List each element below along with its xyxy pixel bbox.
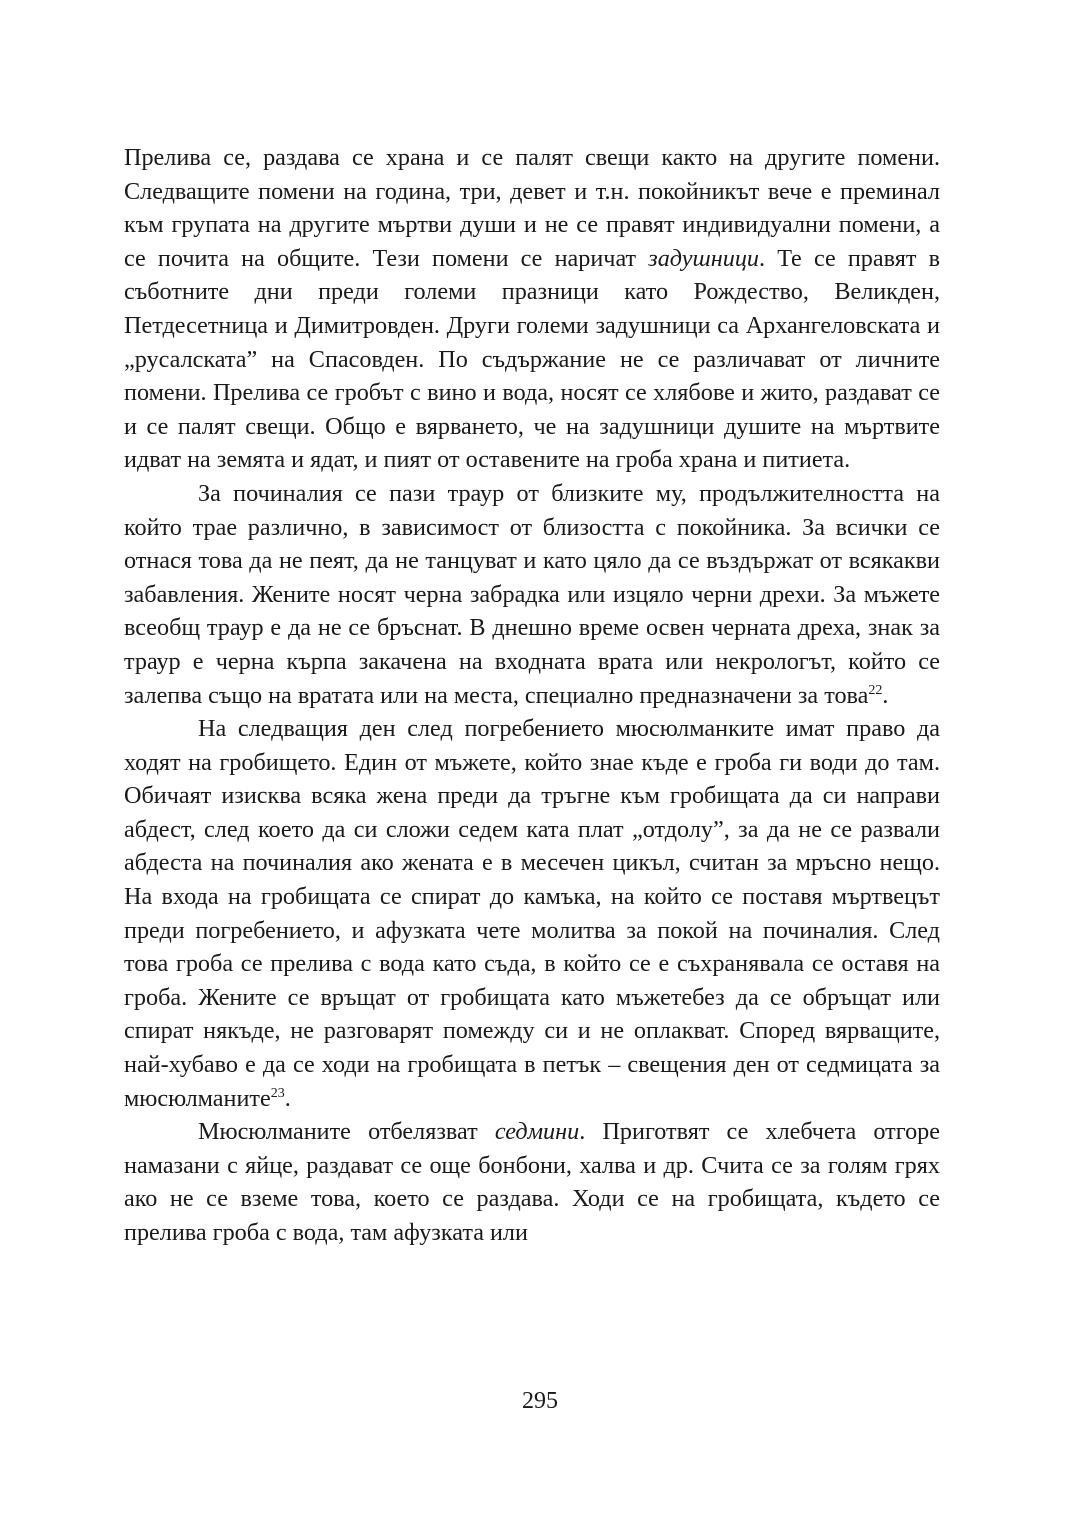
page-number: 295 xyxy=(522,1388,558,1414)
page-body xyxy=(124,141,940,1250)
paragraph-text: За починалия се пази траур от близките му, продължителността на който трае различно, в зависимост от близостта с покойника. За всички се отнася това да не пеят, да не танцуват и като цяло да се въздържат от всякакви забавления. Жените носят черна забрадка или изцяло черни дрехи. За мъжете всеобщ траур е да не се бръснат. В днешно време освен черната дреха, знак за траур е черна кърпа закачена на входната врата или некрологът, който се залепва също на вратата или на места, специално предназначени за това xyxy=(124,479,940,709)
italic-term: задушници xyxy=(648,244,760,272)
paragraph-text: . xyxy=(284,1084,291,1112)
footnote-ref: 22 xyxy=(868,682,883,698)
paragraph-text: Прелива се, раздава се храна и се палят свещи както на другите помени. Следващите помени на година, три, девет и т.н. покойникът вече е преминал към групата на другите мъртви души и не се правят индивидуални помени, а се почита на общите. Тези помени се наричат xyxy=(124,144,940,272)
paragraph-text: . Приготвят се хлебчета отгоре намазани с яйце, раздават се още бонбони, халва и др. Счита се за голям грях ако не се вземе това, което се раздава. Ходи се на гробищата, където се прелива гроба с вода, там афузката или xyxy=(124,1118,940,1246)
paragraph-text: . xyxy=(882,681,889,709)
paragraph-text: Мюсюлманите отбелязват xyxy=(198,1118,495,1146)
paragraph xyxy=(124,141,940,477)
paragraph-text: . Те се правят в съботните дни преди големи празници като Рождество, Великден, Петдесетница и Димитровден. Други големи задушници са Архангеловската и „русалската” на Спасовден. По съдържание не се различават от личните помени. Прелива се гробът с вино и вода, носят се хлябове и жито, раздават се и се палят свещи. Общо е вярването, че на задушници душите на мъртвите идват на земята и ядат, и пият от оставените на гроба храна и питиета. xyxy=(124,244,940,474)
paragraph-text: На следващия ден след погребението мюсюлманките имат право да ходят на гробището. Един от мъжете, който знае къде е гроба ги води до там. Обичаят изисква всяка жена преди да тръгне към гробищата да си направи абдест, след което да си сложи седем ката плат „отдолу”, за да не се развали абдеста на починалия ако жената е в месечен цикъл, считан за мръсно нещо. На входа на гробищата се спират до камъка, на който се поставя мъртвецът преди погребението, и афузката чете молитва за покой на починалия. След това гроба се прелива с вода като съда, в който се е съхранявала се оставя на гроба. Жените се връщат от гробищата като мъжетебез да се обръщат или спират някъде, не разговарят помежду си и не оплакват. Според вярващите, най-хубаво е да се ходи на гробищата в петък – свещения ден от седмицата за мюсюлманите xyxy=(124,715,940,1112)
paragraph xyxy=(124,712,940,1115)
paragraph xyxy=(124,1115,940,1249)
italic-term: седмини xyxy=(494,1118,580,1146)
footnote-ref: 23 xyxy=(270,1085,285,1101)
paragraph xyxy=(124,477,940,712)
